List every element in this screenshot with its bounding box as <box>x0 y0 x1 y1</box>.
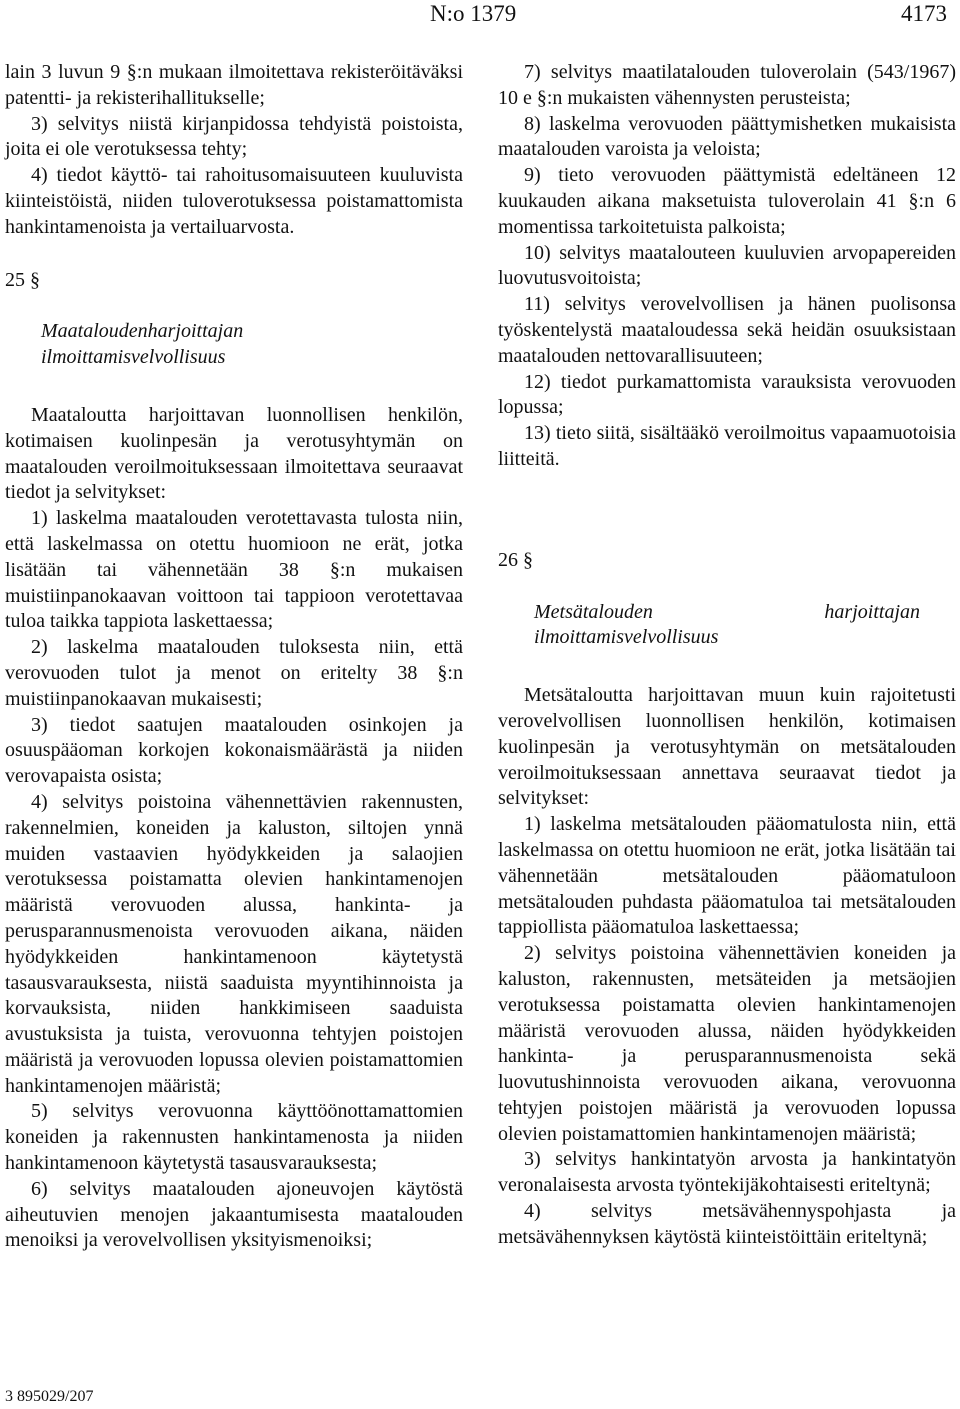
paragraph: 4) selvitys metsävähennyspohjasta ja metsävähennyksen käytöstä kiinteistöittäin eriteltynä; <box>498 1200 956 1248</box>
paragraph: lain 3 luvun 9 §:n mukaan ilmoitettava rekisteröitäväksi patentti- ja rekisterihallitukselle; <box>5 61 463 109</box>
paragraph: 2) laskelma maatalouden tuloksesta niin, että verovuoden tulot ja menot on eritelty 38 §:n muistiinpanokaavan mukaisesti; <box>5 636 463 710</box>
section-number: 25 § <box>5 268 40 291</box>
paragraph: 1) laskelma metsätalouden pääomatulosta niin, että laskelmassa on otettu huomioon ne erät, jotka lisätään tai vähennetään metsätalouden pääomatuloon metsätalouden puhdasta pääomatuloa tai metsätalouden tappiollista pääomatuloa laskettaessa; <box>498 813 956 939</box>
paragraph: 7) selvitys maatilatalouden tuloverolain (543/1967) 10 e §:n mukaisten vähennysten perusteista; <box>498 61 956 109</box>
paragraph: 13) tieto siitä, sisältääkö veroilmoitus vapaamuotoisia liitteitä. <box>498 422 956 470</box>
paragraph: 2) selvitys poistoina vähennettävien koneiden ja kaluston, rakennusten, metsäteiden ja metsäojien verotuksessa poistamatta olevien hankintamenojen määristä verovuoden alussa, näiden hyödykkeiden hankinta- ja perusparannusmenoista sekä luovutushinnoista verovuoden aikana, verovuonna tehtyjen poistojen määristä ja verovuoden lopussa olevien poistamattomien hankintamenojen määristä; <box>498 942 956 1145</box>
paragraph: 5) selvitys verovuonna käyttöönottamattomien koneiden ja rakennusten hankintamenosta ja niiden hankintamenoon käytetystä tasausvarauksesta; <box>5 1100 463 1175</box>
right-column <box>498 60 956 1251</box>
paragraph: Metsätaloutta harjoittavan muun kuin rajoitetusti verovelvollisen luonnollisen henkilön, kotimaisen kuolinpesän ja verotusyhtymän on metsätalouden veroilmoituksessaan annettava seuraavat tiedot ja selvitykset: <box>498 684 956 810</box>
footer-print-code: 3 895029/207 <box>5 1388 94 1405</box>
paragraph: 3) selvitys hankintatyön arvosta ja hankintatyön veronalaisesta arvosta työntekijäkohtaisesti eriteltynä; <box>498 1148 956 1197</box>
paragraph: 1) laskelma maatalouden verotettavasta tulosta niin, että laskelmassa on otettu huomioon ne erät, jotka lisätään tai vähennetään 38 §:n mukaisen muistiinpanokaavan voittoon tai tappioon verotettavaa tuloa taikka tappiota laskettaessa; <box>5 507 463 633</box>
section-title: Metsätalouden harjoittajan ilmoittamisvelvollisuus <box>534 600 920 649</box>
paragraph: 3) tiedot saatujen maatalouden osinkojen ja osuuspääoman korkojen kokonaismäärästä ja niiden verovapaista osista; <box>5 713 463 788</box>
paragraph: 4) selvitys poistoina vähennettävien rakennusten, rakennelmien, koneiden ja kaluston, siltojen ynnä muiden vastaavien hyödykkeiden ja salaojien verotuksessa poistamatta olevien hankintamenojen määristä verovuoden alussa, hankinta- ja perusparannusmenoista verovuoden aikana, näiden hyödykkeiden hankintamenoon käytetystä tasausvarauksesta, niistä saaduista myyntihinnoista ja korvauksista, niiden hankkimiseen saaduista avustuksista ja tuista, verovuonna tehtyjen poistojen määristä ja verovuoden lopussa olevien poistamattomien hankintamenojen määristä; <box>5 790 463 1097</box>
paragraph: 6) selvitys maatalouden ajoneuvojen käytöstä aiheutuvien menojen jakaantumisesta maatalouden menoiksi ja verovelvollisen yksityismenoiksi; <box>5 1177 463 1252</box>
section-number: 26 § <box>498 548 533 571</box>
paragraph: 12) tiedot purkamattomista varauksista verovuoden lopussa; <box>498 370 956 419</box>
paragraph: 3) selvitys niistä kirjanpidossa tehdyistä poistoista, joita ei ole verotuksessa tehty; <box>5 112 463 161</box>
paragraph: 8) laskelma verovuoden päättymishetken mukaisista maatalouden varoista ja veloista; <box>498 112 956 161</box>
paragraph: 11) selvitys verovelvollisen ja hänen puolisonsa työskentelystä maataloudessa sekä heidän osuuksistaan maatalouden nettovarallisuuteen; <box>498 293 956 367</box>
paragraph: Maataloutta harjoittavan luonnollisen henkilön, kotimaisen kuolinpesän ja verotusyhtymän on maatalouden veroilmoituksessaan ilmoitettava seuraavat tiedot ja selvitykset: <box>5 403 463 504</box>
document-number: N:o 1379 <box>430 1 517 26</box>
paragraph: 9) tieto verovuoden päättymistä edeltäneen 12 kuukauden aikana maksetuista tuloverolain 41 §:n 6 momentissa tarkoitetuista palkoista; <box>498 164 956 238</box>
paragraph: 10) selvitys maatalouteen kuuluvien arvopapereiden luovutusvoitoista; <box>498 241 956 290</box>
paragraph: 4) tiedot käyttö- tai rahoitusomaisuuteen kuuluvista kiinteistöistä, niiden tuloverotuksessa poistamattomista hankintamenoista ja vertailuarvosta. <box>5 164 463 238</box>
section-title: Maataloudenharjoittajan ilmoittamisvelvollisuus <box>41 320 244 369</box>
page-number: 4173 <box>901 1 947 26</box>
left-column <box>5 60 463 1254</box>
